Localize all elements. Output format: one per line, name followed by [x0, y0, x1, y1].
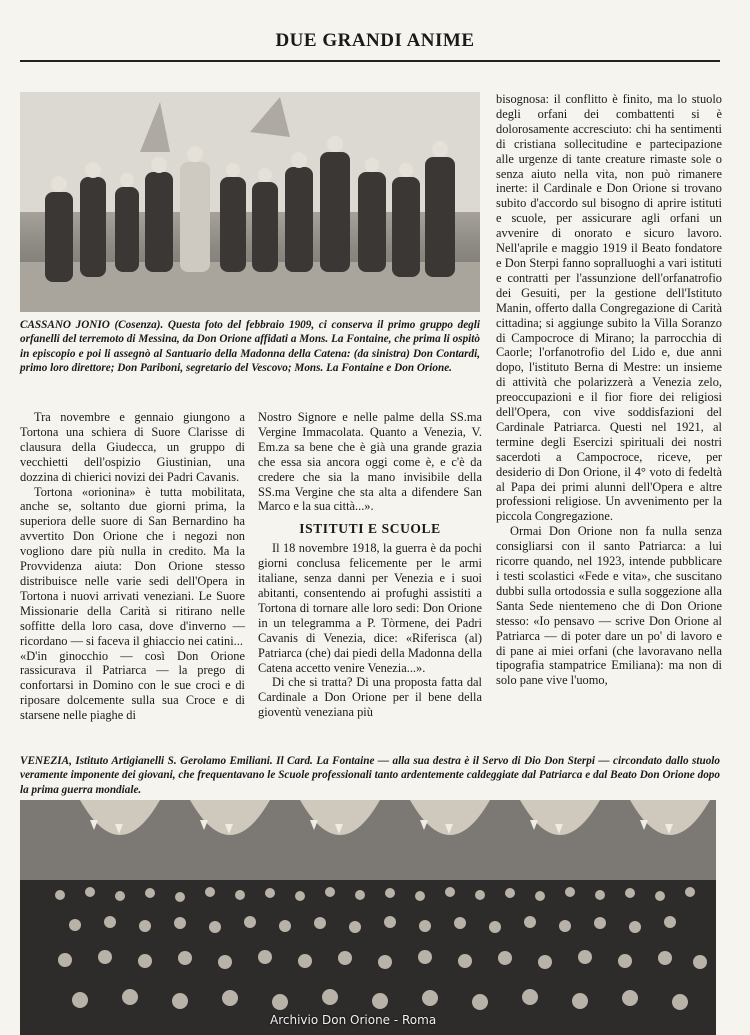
photo-cassano-jonio: [20, 92, 480, 312]
paragraph: Il 18 novembre 1918, la guerra è da pochi giorni conclusa felicemente per le armi italiane, senza danni per Venezia e i suoi abitanti, consentendo ai profughi assistiti a Tortona di tornare alle loro sedi: Don Orione in un telegramma a P. Tòrmene, dei Padri Cavanis di Venezia, dice: «Riferisca (al) Patriarca (che) dai piedi della Madonna della Catena accetto venire Venezia...».: [258, 541, 482, 675]
photo-venezia-artigianelli: [20, 800, 716, 1035]
text-column-1: [20, 410, 245, 723]
text-column-3: [496, 92, 722, 688]
header-rule: [20, 60, 720, 62]
photo-caption-cassano: CASSANO JONIO (Cosenza). Questa foto del febbraio 1909, ci conserva il primo gruppo degli orfanelli del terremoto di Messina, da Don Orione affidati a Mons. La Fontaine, che prima li ospitò in episcopio e poi li assegnò al Santuario della Madonna della Catena: (da sinistra) Don Contardi, primo loro direttore; Don Pariboni, segretario del Vescovo; Mons. La Fontaine e Don Orione.: [20, 319, 480, 374]
section-heading: ISTITUTI E SCUOLE: [299, 521, 441, 537]
page-header-title: DUE GRANDI ANIME: [275, 30, 475, 51]
paragraph: Ormai Don Orione non fa nulla senza consigliarsi con il santo Patriarca: a lui ricorre quando, nel 1923, intende pubblicare i testi scolastici «Fede e vita», che suscitano dubbi sulla ortodossia e sulla soggezione alla Santa Sede nientemeno che di Don Orione stesso: «Io pensavo — scrive Don Orione al Patriarca — di poter dare un po' di lavoro e di pane ai miei orfani (che lavoravano nella tipografia stampatrice Emiliana): ma non di solo pane vive l'uomo,: [496, 524, 722, 688]
photo-caption-venezia: VENEZIA, Istituto Artigianelli S. Gerolamo Emiliani. Il Card. La Fontaine — alla sua destra è il Servo di Dio Don Sterpi — circondato dallo stuolo veramente imponente dei giovani, che frequentavano le Scuole professionali tanto ardentemente caldeggiate dal Patriarca e dal Beato Don Orione dopo la prima guerra mondiale.: [20, 755, 720, 796]
archive-watermark: Archivio Don Orione - Roma: [270, 1013, 437, 1027]
paragraph: bisognosa: il conflitto è finito, ma lo stuolo degli orfani dei combattenti si è dolorosamente accresciuto: chi ha sentimenti di cristiana sollecitudine e partecipazione alle urgenze di tante creature rimaste sole o senza aiuto nella vita, non può rimanere inerte: il Cardinale e Don Orione si trovano subito d'accordo sul bisogno di aprire istituti e scuole, per assicurare agli orfani un avvenire di onorato e sicuro lavoro. Nell'aprile e maggio 1919 il Beato fondatore e Don Sterpi fanno sopralluoghi a vari istituti e contratti per l'assunzione dell'orfanatrofio dei Gesuiti, per la gestione dell'Istituto Manin, offerto dalla Congregazione di Carità cittadina; si aggiunge subito la Villa Soranzo di Campocroce di Mirano; la parrocchia di Caorle; l'orfanotrofio del Lido e, due anni dopo, l'istituto Berna di Mestre: un insieme di attività che polarizzerà a Venezia zelo, preoccupazioni e il fior fiore dei religiosi dell'Opera, con vive soddisfazioni del Cardinale Patriarca. Questi nel 1921, al termine degli Esercizi spirituali dei nostri sacerdoti a Campocroce, riceve, per desiderio di Don Orione, il 4° voto di fedeltà al Papa dei primi alunni dell'Opera e altre professioni religiose. Un avvenimento per la piccola Congregazione.: [496, 92, 722, 524]
paragraph: Tra novembre e gennaio giungono a Tortona una schiera di Suore Clarisse di clausura della Giudecca, un gruppo di vecchietti dell'ospizio Giustinian, una dozzina di chierici novizi dei Padri Cavanis.: [20, 410, 245, 484]
paragraph: Di che si tratta? Di una proposta fatta dal Cardinale a Don Orione per il bene della gioventù veneziana più: [258, 675, 482, 720]
paragraph: Tortona «orionina» è tutta mobilitata, anche se, soltanto due giorni prima, la superiora delle suore di San Bernardino ha avvertito Don Orione che i negozi non vogliono dare più nulla in credito. Ma la Provvidenza aiuta: Don Orione stesso distribuisce nelle varie sedi dell'Opera in Tortona i nuovi arrivati veneziani. Le Suore Missionarie della Carità si ritirano nelle soffitte della loro casa, dove d'inverno — ricordano — si faceva il ghiaccio nei catini...: [20, 484, 245, 648]
text-column-2: [258, 410, 482, 720]
paragraph: Nostro Signore e nelle palme della SS.ma Vergine Immacolata. Quanto a Venezia, V. Em.za sa bene che è già una grande grazia che essa sia ancora oggi come è, e c'è da credere che sia la mano invisibile della SS.ma Vergine che sta alta a difendere San Marco e la sua città...».: [258, 410, 482, 514]
paragraph: «D'in ginocchio — così Don Orione rassicurava il Patriarca — la prego di confortarsi in Domino con le sue croci e di riposare dolcemente sulla sua Croce e di starsene nelle piaghe di: [20, 648, 245, 723]
